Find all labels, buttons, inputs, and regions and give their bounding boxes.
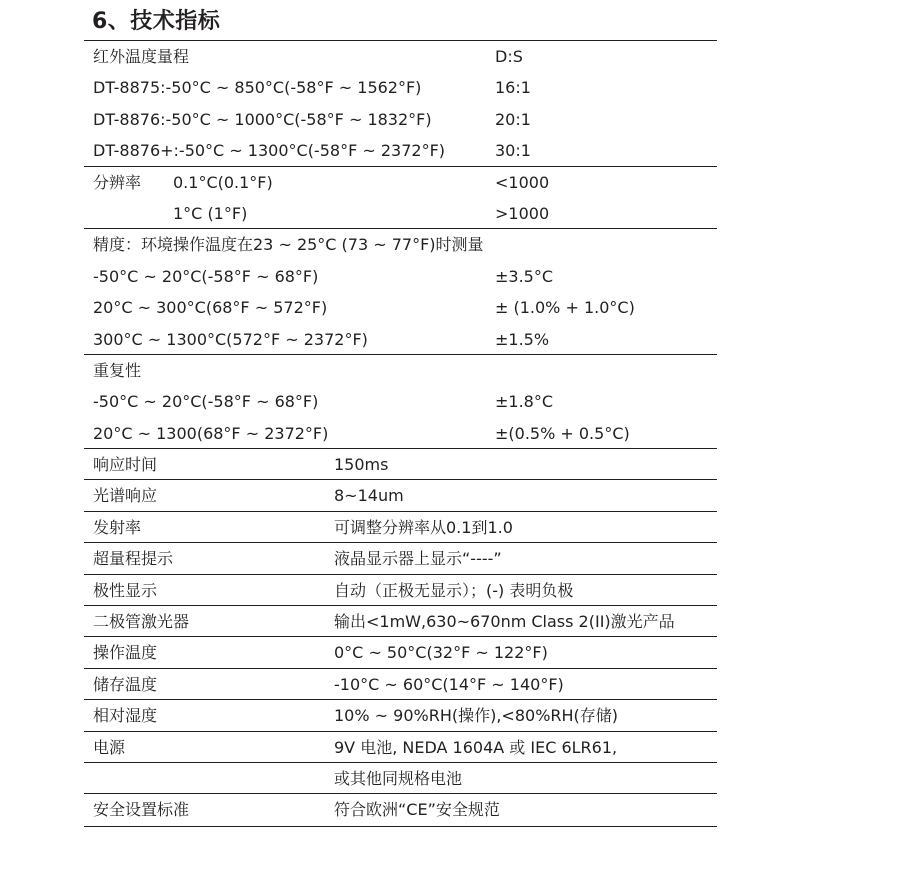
accuracy-label: -50°C ~ 20°C(-58°F ~ 68°F)	[93, 266, 319, 286]
range-value: 30:1	[495, 141, 531, 161]
spec-value: 9V 电池, NEDA 1604A 或 IEC 6LR61,	[334, 737, 618, 757]
range-value: 20:1	[495, 109, 531, 129]
accuracy-title: 精度：环境操作温度在23 ~ 25°C (73 ~ 77°F)时测量	[93, 235, 484, 255]
spec-value: 10% ~ 90%RH(操作),<80%RH(存储)	[334, 706, 619, 726]
repeatability-value: ±1.8°C	[495, 392, 554, 412]
spec-label: 安全设置标准	[93, 800, 190, 820]
spec-row	[84, 480, 717, 511]
spec-label: 电源	[93, 737, 126, 757]
resolution-row	[84, 167, 717, 198]
resolution-value: >1000	[495, 203, 550, 223]
spec-label: 储存温度	[93, 674, 158, 694]
accuracy-row	[84, 261, 717, 292]
resolution-value: <1000	[495, 172, 550, 192]
spec-label: 光谱响应	[93, 486, 158, 506]
repeatability-value: ±(0.5% + 0.5°C)	[495, 423, 630, 443]
repeatability-row	[84, 418, 717, 449]
repeatability-row	[84, 386, 717, 417]
repeatability-label: -50°C ~ 20°C(-58°F ~ 68°F)	[93, 392, 319, 412]
accuracy-value: ±3.5°C	[495, 266, 554, 286]
spec-label: 极性显示	[93, 580, 158, 600]
range-label: DT-8876+:-50°C ~ 1300°C(-58°F ~ 2372°F)	[93, 141, 446, 161]
spec-value: 或其他同规格电池	[334, 768, 463, 788]
range-label: DT-8876:-50°C ~ 1000°C(-58°F ~ 1832°F)	[93, 109, 432, 129]
spec-row	[84, 669, 717, 700]
spec-value: 0°C ~ 50°C(32°F ~ 122°F)	[334, 643, 548, 663]
range-label: DT-8875:-50°C ~ 850°C(-58°F ~ 1562°F)	[93, 78, 422, 98]
repeatability-label: 20°C ~ 1300(68°F ~ 2372°F)	[93, 423, 329, 443]
spec-value: 液晶显示器上显示“----”	[334, 549, 502, 569]
range-row	[84, 135, 717, 166]
spec-label: 相对湿度	[93, 706, 158, 726]
spec-row-continuation	[84, 763, 717, 794]
spec-label: 响应时间	[93, 455, 158, 475]
spec-row	[84, 700, 717, 731]
spec-row	[84, 794, 717, 826]
spec-row	[84, 543, 717, 574]
spec-value: -10°C ~ 60°C(14°F ~ 140°F)	[334, 674, 564, 694]
accuracy-row	[84, 292, 717, 323]
range-title-row	[84, 41, 717, 72]
spec-row	[84, 575, 717, 606]
accuracy-label: 20°C ~ 300°C(68°F ~ 572°F)	[93, 298, 328, 318]
range-row	[84, 104, 717, 135]
resolution-title: 分辨率	[93, 172, 142, 192]
spec-value: 可调整分辨率从0.1到1.0	[334, 517, 513, 537]
spec-value: 150ms	[334, 455, 389, 475]
range-row	[84, 72, 717, 103]
range-value: 16:1	[495, 78, 531, 98]
repeatability-title: 重复性	[93, 360, 142, 380]
repeatability-title-row	[84, 355, 717, 386]
spec-row	[84, 606, 717, 637]
spec-value: 符合欧洲“CE”安全规范	[334, 800, 500, 820]
accuracy-value: ±1.5%	[495, 329, 550, 349]
accuracy-value: ± (1.0% + 1.0°C)	[495, 298, 635, 318]
spec-table	[84, 40, 717, 827]
spec-label: 二极管激光器	[93, 612, 190, 632]
spec-row	[84, 637, 717, 668]
accuracy-title-row	[84, 229, 717, 260]
spec-value: 输出<1mW,630~670nm Class 2(II)激光产品	[334, 612, 675, 632]
range-ds-header: D:S	[495, 47, 523, 66]
spec-value: 自动（正极无显示）；(-) 表明负极	[334, 580, 574, 600]
accuracy-label: 300°C ~ 1300°C(572°F ~ 2372°F)	[93, 329, 368, 349]
spec-label: 发射率	[93, 517, 142, 537]
spec-value: 8~14um	[334, 486, 404, 506]
spec-label: 操作温度	[93, 643, 158, 663]
section-heading: 6、技术指标	[92, 9, 221, 34]
spec-row	[84, 449, 717, 480]
accuracy-row	[84, 324, 717, 355]
resolution-label: 1°C (1°F)	[173, 203, 248, 223]
resolution-row	[84, 198, 717, 229]
resolution-label: 0.1°C(0.1°F)	[173, 172, 273, 192]
range-title: 红外温度量程	[93, 47, 190, 66]
spec-row	[84, 732, 717, 763]
spec-label: 超量程提示	[93, 549, 174, 569]
spec-row	[84, 512, 717, 543]
